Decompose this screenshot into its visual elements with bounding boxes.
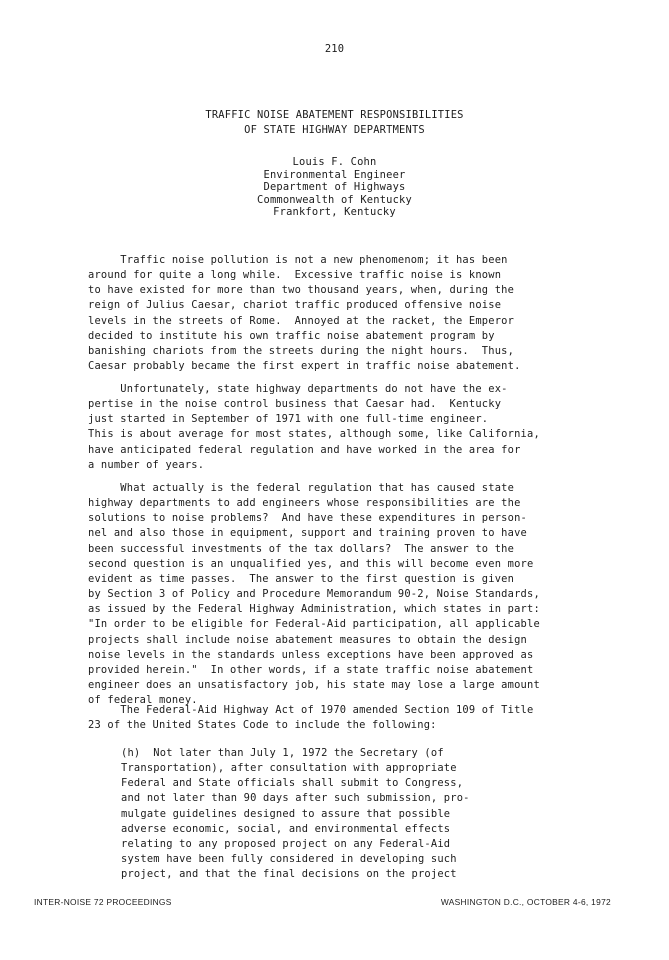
paragraph-1: [88, 253, 618, 374]
text-line: decided to institute his own traffic noise abatement program by: [88, 329, 495, 342]
text-line: The Federal-Aid Highway Act of 1970 amended Section 109 of Title: [88, 704, 534, 716]
text-line: evident as time passes. The answer to the first question is given: [88, 572, 515, 585]
text-line: pertise in the noise control business that Caesar had. Kentucky: [88, 398, 502, 411]
author-name: Louis F. Cohn: [292, 156, 377, 168]
page-number: 210: [324, 43, 345, 55]
text-line: Unfortunately, state highway departments do not have the ex-: [88, 383, 508, 395]
quote-line: and not later than 90 days after such submission, pro-: [121, 792, 470, 805]
paragraph-4: [88, 703, 618, 733]
text-line: provided herein." In other words, if a state traffic noise abatement: [88, 663, 534, 676]
text-line: have anticipated federal regulation and have worked in the area for: [88, 443, 521, 456]
text-line: banishing chariots from the streets during the night hours. Thus,: [88, 344, 515, 357]
text-line: by Section 3 of Policy and Procedure Memorandum 90-2, Noise Standards,: [88, 588, 540, 601]
text-line: Caesar probably became the first expert in traffic noise abatement.: [88, 360, 521, 373]
title-line: OF STATE HIGHWAY DEPARTMENTS: [244, 124, 425, 136]
text-line: highway departments to add engineers whose responsibilities are the: [88, 497, 521, 510]
text-line: second question is an unqualified yes, and this will become even more: [88, 557, 534, 570]
text-line: engineer does an unsatisfactory job, his state may lose a large amount: [88, 679, 540, 692]
text-line: reign of Julius Caesar, chariot traffic produced offensive noise: [88, 299, 502, 312]
footer-location-date: WASHINGTON D.C., OCTOBER 4-6, 1972: [440, 897, 611, 907]
text-line: 23 of the United States Code to include the following:: [88, 719, 437, 732]
author-organization: Commonwealth of Kentucky: [257, 193, 412, 206]
text-line: noise levels in the standards unless exceptions have been approved as: [88, 648, 534, 661]
text-line: solutions to noise problems? And have these expenditures in person-: [88, 512, 527, 525]
paragraph-3: [88, 481, 618, 708]
text-line: of federal money.: [88, 694, 198, 707]
quote-line: relating to any proposed project on any Federal-Aid: [121, 837, 451, 850]
author-department: Department of Highways: [263, 181, 406, 194]
block-quote: [121, 746, 591, 882]
quote-line: adverse economic, social, and environmental effects: [121, 822, 451, 835]
text-line: to have existed for more than two thousand years, when, during the: [88, 284, 515, 297]
text-line: been successful investments of the tax dollars? The answer to the: [88, 542, 515, 555]
quote-line: project, and that the final decisions on the project: [121, 868, 457, 881]
text-line: projects shall include noise abatement measures to obtain the design: [88, 633, 527, 646]
text-line: a number of years.: [88, 458, 205, 471]
text-line: just started in September of 1971 with one full-time engineer.: [88, 413, 489, 426]
quote-line: Federal and State officials shall submit to Congress,: [121, 777, 464, 790]
text-line: What actually is the federal regulation that has caused state: [88, 482, 515, 494]
footer-proceedings: INTER-NOISE 72 PROCEEDINGS: [34, 897, 172, 907]
text-line: Traffic noise pollution is not a new phenomenom; it has been: [88, 254, 508, 266]
paragraph-2: [88, 382, 618, 473]
quote-line: mulgate guidelines designed to assure that possible: [121, 807, 451, 820]
text-line: levels in the streets of Rome. Annoyed at the racket, the Emperor: [88, 314, 515, 327]
text-line: This is about average for most states, although some, like California,: [88, 428, 540, 441]
text-line: as issued by the Federal Highway Administration, which states in part:: [88, 603, 540, 616]
quote-line: (h) Not later than July 1, 1972 the Secretary (of: [121, 747, 444, 759]
author-position: Environmental Engineer: [263, 168, 406, 181]
author-block: [0, 156, 669, 219]
text-line: around for quite a long while. Excessive traffic noise is known: [88, 269, 502, 282]
quote-line: system have been fully considered in developing such: [121, 853, 457, 866]
text-line: "In order to be eligible for Federal-Aid participation, all applicable: [88, 618, 540, 631]
author-location: Frankfort, Kentucky: [273, 206, 396, 219]
paper-title: [0, 108, 669, 138]
title-line: TRAFFIC NOISE ABATEMENT RESPONSIBILITIES: [205, 109, 464, 121]
quote-line: Transportation), after consultation with appropriate: [121, 762, 457, 775]
text-line: nel and also those in equipment, support and training proven to have: [88, 527, 527, 540]
